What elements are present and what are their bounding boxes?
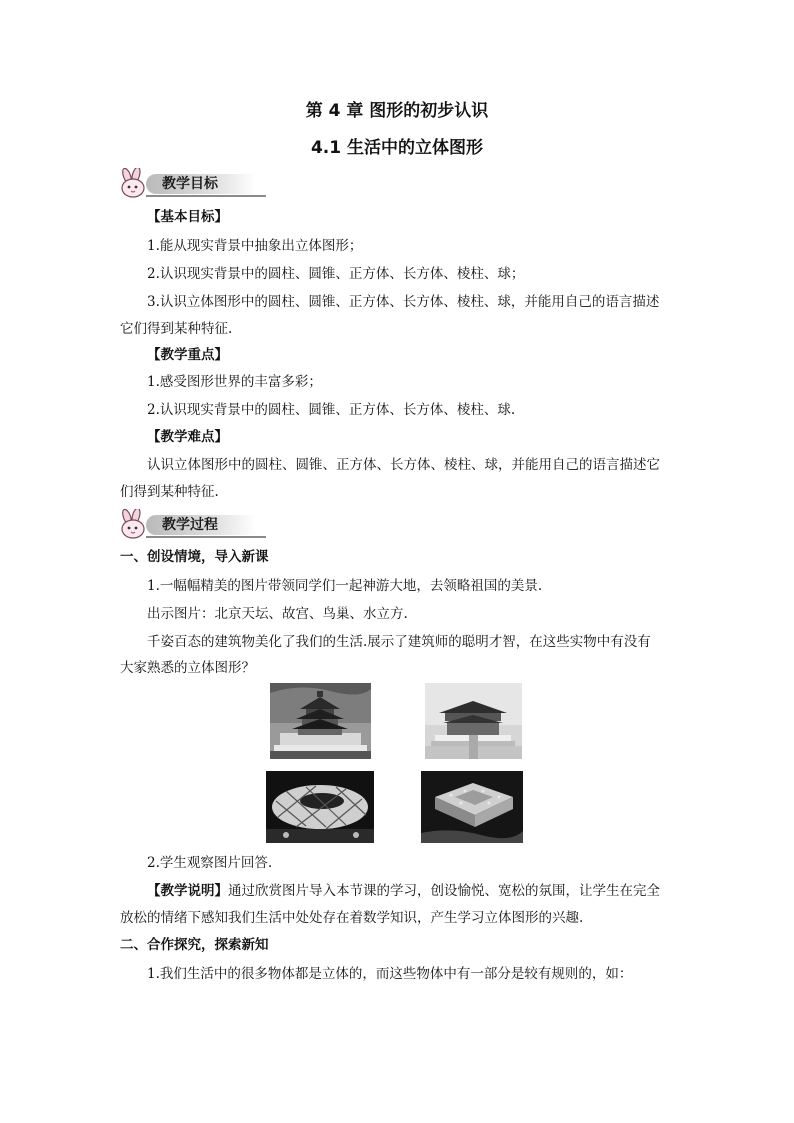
chapter-title: 第 4 章 图形的初步认识 xyxy=(305,101,489,121)
key-point-2: 2.认识现实背景中的圆柱、圆锥、正方体、长方体、棱柱、球. xyxy=(147,402,516,418)
process-heading: 教学过程 xyxy=(162,517,218,533)
key-point-1: 1.感受图形世界的丰富多彩； xyxy=(147,374,322,390)
process-section-header xyxy=(118,509,258,539)
part1-heading: 一、创设情境，导入新课 xyxy=(120,549,269,565)
section-underline xyxy=(146,195,266,197)
section-title: 4.1 生活中的立体图形 xyxy=(310,138,484,158)
goals-heading: 教学目标 xyxy=(162,176,218,192)
difficulty-line-2: 们得到某种特征. xyxy=(120,484,219,500)
water-cube-photo xyxy=(421,771,523,843)
birds-nest-photo xyxy=(266,771,374,843)
rabbit-mascot-icon xyxy=(118,168,152,198)
difficulty-label: 【教学难点】 xyxy=(147,429,228,445)
teaching-note-line-1 xyxy=(147,881,680,901)
key-points-label: 【教学重点】 xyxy=(147,347,228,363)
goal-1: 1.能从现实背景中抽象出立体图形； xyxy=(147,238,363,254)
forbidden-city-photo xyxy=(425,683,522,759)
part1-line-3: 千姿百态的建筑物美化了我们的生活.展示了建筑师的聪明才智，在这些实物中有没有 xyxy=(147,634,651,650)
teaching-note-label: 【教学说明】 xyxy=(147,883,228,899)
goals-section-header xyxy=(118,168,258,198)
part1-line-1: 1.一幅幅精美的图片带领同学们一起神游大地，去领略祖国的美景. xyxy=(147,578,543,594)
basic-goals-label: 【基本目标】 xyxy=(147,209,228,225)
part2-line-1: 1.我们生活中的很多物体都是立体的，而这些物体中有一部分是较有规则的，如： xyxy=(147,966,633,982)
section-underline xyxy=(146,536,266,538)
part1-after: 2.学生观察图片回答. xyxy=(147,855,273,871)
teaching-note-text-1: 通过欣赏图片导入本节课的学习，创设愉悦、宽松的氛围，让学生在完全 xyxy=(228,883,660,899)
part1-line-4: 大家熟悉的立体图形？ xyxy=(120,660,255,676)
goal-3-continued: 它们得到某种特征. xyxy=(120,321,233,337)
part1-line-2: 出示图片：北京天坛、故宫、鸟巢、水立方. xyxy=(147,606,408,622)
rabbit-mascot-icon xyxy=(118,509,152,539)
temple-of-heaven-photo xyxy=(270,683,371,759)
goal-2: 2.认识现实背景中的圆柱、圆锥、正方体、长方体、棱柱、球； xyxy=(147,266,525,282)
difficulty-line-1: 认识立体图形中的圆柱、圆锥、正方体、长方体、棱柱、球，并能用自己的语言描述它 xyxy=(147,457,660,473)
goal-3: 3.认识立体图形中的圆柱、圆锥、正方体、长方体、棱柱、球，并能用自己的语言描述 xyxy=(147,294,660,310)
teaching-note-text-2: 放松的情绪下感知我们生活中处处存在着数学知识，产生学习立体图形的兴趣. xyxy=(120,910,584,926)
part2-heading: 二、合作探究，探索新知 xyxy=(120,937,269,953)
